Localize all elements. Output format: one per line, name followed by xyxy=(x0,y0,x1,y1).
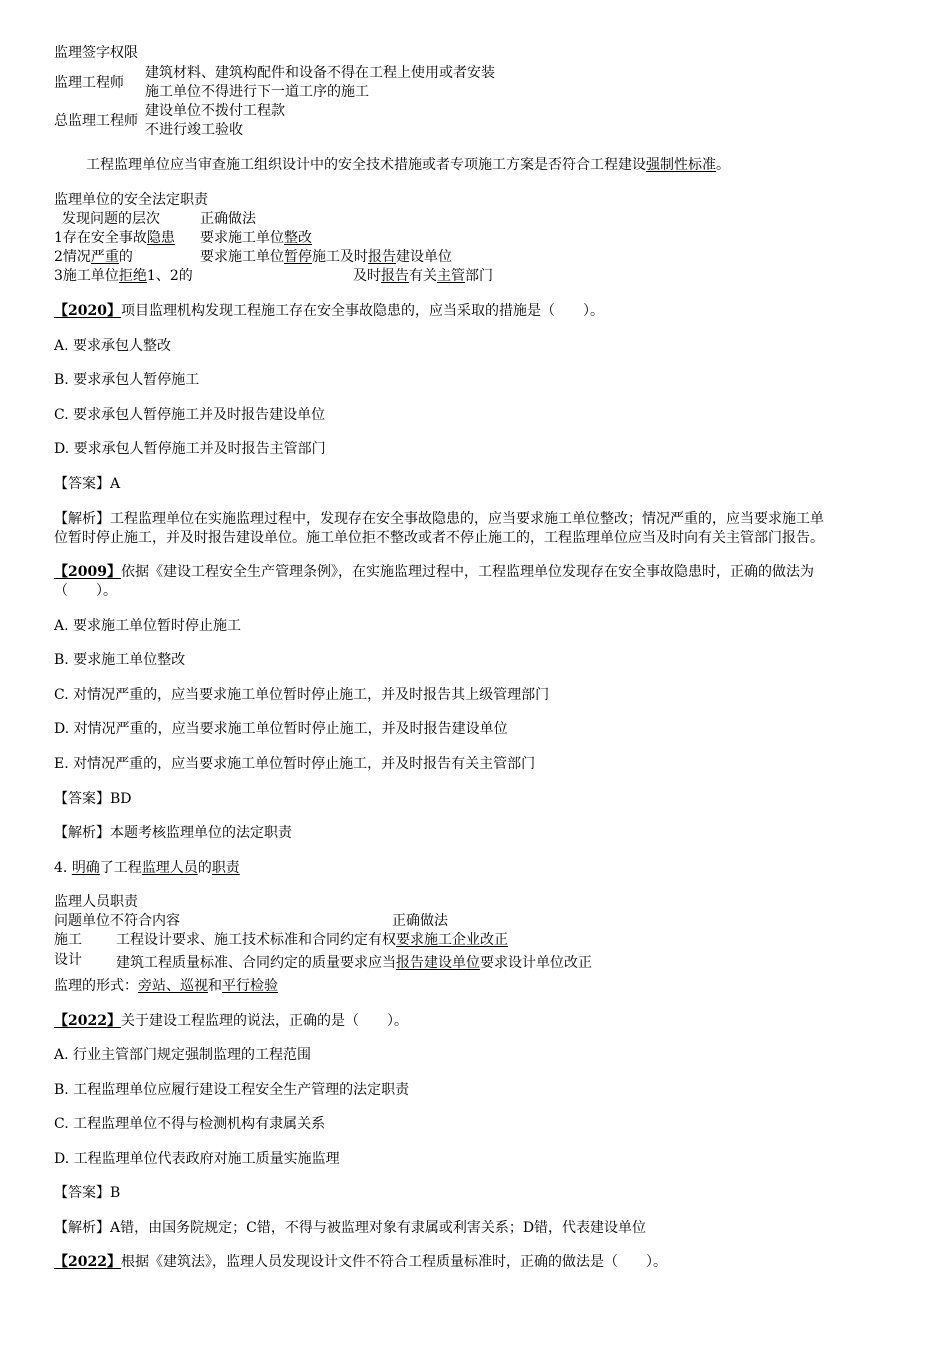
duty-row1-issue xyxy=(54,230,175,247)
duty-row1-action-text: 要求施工单位 xyxy=(200,230,284,246)
duty-row2-action-b: 暂停 xyxy=(284,249,312,265)
q2022a-answer: 【答案】B xyxy=(54,1185,121,1201)
supervision-forms-a: 旁站、巡视 xyxy=(138,978,208,994)
q2009-option-c: C. 对情况严重的，应当要求施工单位暂时停止施工，并及时报告其上级管理部门 xyxy=(54,687,550,703)
q2009-option-a: A. 要求施工单位暂时停止施工 xyxy=(54,618,242,634)
staff-row2-text: 建筑工程质量标准、合同约定的质量要求应当 xyxy=(116,955,396,971)
duty-header-level: 发现问题的层次 xyxy=(62,211,160,227)
q2009-option-d: D. 对情况严重的，应当要求施工单位暂时停止施工，并及时报告建设单位 xyxy=(54,721,508,737)
duty-row2-action-e: 建设单位 xyxy=(396,249,452,265)
staff-header-action: 正确做法 xyxy=(392,913,448,929)
duty-row2-action xyxy=(200,249,452,266)
q2009-option-b: B. 要求施工单位整改 xyxy=(54,652,186,668)
q2022a-option-b: B. 工程监理单位应履行建设工程安全生产管理的法定职责 xyxy=(54,1082,410,1098)
duty-row1-action-underline: 整改 xyxy=(284,230,312,246)
q2022a-option-c: C. 工程监理单位不得与检测机构有隶属关系 xyxy=(54,1116,326,1132)
duty-title: 监理单位的安全法定职责 xyxy=(54,192,208,208)
q2020-stem xyxy=(54,303,604,320)
sign-title: 监理签字权限 xyxy=(54,45,138,61)
duty-row2-underline: 严重 xyxy=(90,249,119,265)
staff-row1-underline: 要求施工企业改正 xyxy=(396,932,508,948)
duty-row1-underline: 隐患 xyxy=(146,230,175,246)
duty-row2-text: 2情况 xyxy=(54,249,91,265)
q2022a-stem-text: 关于建设工程监理的说法，正确的是（ ）。 xyxy=(120,1013,408,1029)
q2009-stem-text: 依据《建设工程安全生产管理条例》，在实施监理过程中，工程监理单位发现存在安全事故隐患时，正确的做法为 xyxy=(120,564,814,580)
para-safety-review-end: 。 xyxy=(716,157,730,173)
sign-engineer-line2: 施工单位不得进行下一道工序的施工 xyxy=(145,84,369,100)
duty-row3-action-e: 部门 xyxy=(465,268,493,284)
q2022b-stem-text: 根据《建筑法》，监理人员发现设计文件不符合工程质量标准时，正确的做法是（ ）。 xyxy=(120,1254,667,1270)
section4-part-c: 监理人员 xyxy=(141,860,198,876)
staff-header-issue: 问题单位不符合内容 xyxy=(54,913,180,929)
sign-engineer-line1: 建筑材料、建筑构配件和设备不得在工程上使用或者安装 xyxy=(145,65,495,81)
duty-row2-text2: 的 xyxy=(118,249,133,265)
supervision-forms-label: 监理的形式： xyxy=(54,978,138,994)
duty-row1-action xyxy=(200,230,312,247)
q2020-option-d: D. 要求承包人暂停施工并及时报告主管部门 xyxy=(54,441,326,457)
duty-row3-action xyxy=(353,268,493,285)
q2020-explanation-line1: 【解析】工程监理单位在实施监理过程中，发现存在安全事故隐患的，应当要求施工单位整改；情况严重的，应当要求施工单 xyxy=(54,511,824,527)
duty-row3-action-b: 报告 xyxy=(381,268,409,284)
para-safety-review-underline: 强制性标准 xyxy=(646,157,716,173)
section4-heading xyxy=(54,860,240,877)
duty-row2-action-d: 报告 xyxy=(368,249,396,265)
sign-chief-line1: 建设单位不拨付工程款 xyxy=(145,103,285,119)
staff-row2-content xyxy=(116,955,592,972)
duty-row2-action-c: 施工及时 xyxy=(312,249,368,265)
section4-part-e: 职责 xyxy=(211,860,240,876)
duty-row3-issue xyxy=(54,268,193,285)
staff-row1-text: 工程设计要求、施工技术标准和合同约定有权 xyxy=(116,932,396,948)
q2020-stem-text: 项目监理机构发现工程施工存在安全事故隐患的，应当采取的措施是（ ）。 xyxy=(120,303,604,319)
duty-row3-text2: 1、2的 xyxy=(146,268,193,284)
duty-row3-action-c: 有关 xyxy=(409,268,437,284)
q2022a-tag: 【2022】 xyxy=(54,1013,121,1029)
q2022a-stem xyxy=(54,1013,408,1030)
q2020-option-c: C. 要求承包人暂停施工并及时报告建设单位 xyxy=(54,407,326,423)
q2020-explanation-line2: 位暂时停止施工，并及时报告建设单位。施工单位拒不整改或者不停止施工的，工程监理单位应当及时向有关主管部门报告。 xyxy=(54,530,824,546)
duty-row3-underline: 拒绝 xyxy=(118,268,147,284)
q2020-option-a: A. 要求承包人整改 xyxy=(54,338,172,354)
q2009-explanation: 【解析】本题考核监理单位的法定职责 xyxy=(54,825,292,841)
section4-part-d: 的 xyxy=(197,860,212,876)
duty-row2-action-a: 要求施工单位 xyxy=(200,249,284,265)
supervision-forms-c: 平行检验 xyxy=(222,978,278,994)
staff-title: 监理人员职责 xyxy=(54,894,138,910)
q2009-tag: 【2009】 xyxy=(54,564,121,580)
q2009-stem-line2: （ ）。 xyxy=(54,583,117,599)
q2022a-explanation: 【解析】A错，由国务院规定；C错，不得与被监理对象有隶属或利害关系；D错，代表建设单位 xyxy=(54,1220,647,1236)
supervision-forms xyxy=(54,978,278,995)
duty-header-action: 正确做法 xyxy=(200,211,256,227)
staff-row1-label: 施工 xyxy=(54,932,82,948)
staff-row2-underline: 报告建设单位 xyxy=(396,955,480,971)
q2020-answer: 【答案】A xyxy=(54,476,121,492)
q2022b-tag: 【2022】 xyxy=(54,1254,121,1270)
duty-row3-action-a: 及时 xyxy=(353,268,381,284)
staff-row1-content xyxy=(116,932,508,949)
q2009-answer: 【答案】BD xyxy=(54,791,132,807)
sign-engineer-label: 监理工程师 xyxy=(54,75,124,91)
duty-row3-text: 3施工单位 xyxy=(54,268,119,284)
q2020-tag: 【2020】 xyxy=(54,303,121,319)
q2022b-stem xyxy=(54,1254,667,1271)
q2009-option-e: E. 对情况严重的，应当要求施工单位暂时停止施工，并及时报告有关主管部门 xyxy=(54,756,536,772)
section4-part-a: 明确 xyxy=(71,860,100,876)
supervision-forms-b: 和 xyxy=(208,978,222,994)
sign-chief-line2: 不进行竣工验收 xyxy=(145,122,243,138)
para-safety-review-text: 工程监理单位应当审查施工组织设计中的安全技术措施或者专项施工方案是否符合工程建设 xyxy=(86,157,646,173)
sign-chief-label: 总监理工程师 xyxy=(54,113,138,129)
section4-part-b: 了工程 xyxy=(99,860,142,876)
q2020-option-b: B. 要求承包人暂停施工 xyxy=(54,372,200,388)
duty-row1-text: 1存在安全事故 xyxy=(54,230,147,246)
section4-number: 4. xyxy=(54,860,72,876)
q2009-stem-line1 xyxy=(54,564,814,581)
q2022a-option-d: D. 工程监理单位代表政府对施工质量实施监理 xyxy=(54,1151,340,1167)
q2022a-option-a: A. 行业主管部门规定强制监理的工程范围 xyxy=(54,1047,312,1063)
staff-row2-end: 要求设计单位改正 xyxy=(480,955,592,971)
duty-row3-action-d: 主管 xyxy=(437,268,465,284)
para-safety-review xyxy=(86,157,730,174)
duty-row2-issue xyxy=(54,249,133,266)
staff-row2-label: 设计 xyxy=(54,952,82,968)
